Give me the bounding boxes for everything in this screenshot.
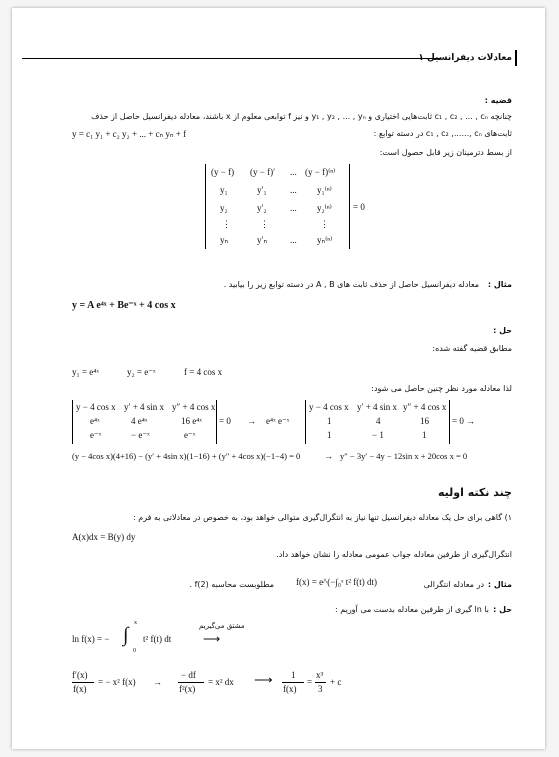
det-cell: y′₁ [257, 185, 267, 195]
header-rule [22, 58, 440, 59]
det-cell: ... [290, 185, 297, 195]
res-eq: = [307, 677, 313, 687]
det2-cell: 1 [422, 430, 427, 440]
notes-item1: ۱) گاهی برای حل یک معادله دیفرانسیل تنها نیاز به انتگرال‌گیری متوالی خواهد بود، به خصوص در معادلاتی به فرم : [133, 513, 512, 522]
solution1-result: y″ − 3y′ − 4y − 12sin x + 20cos x = 0 [340, 451, 468, 461]
theorem-heading: قضیه : [484, 96, 512, 105]
res-num: 1 [291, 670, 296, 680]
det2-cell: 1 [327, 430, 332, 440]
integrate-arrow-icon: ⟶ [254, 672, 273, 687]
det-cell: ⋮ [260, 219, 269, 229]
det1-cell: y − 4 cos x [76, 402, 116, 412]
solution1-y2: y₂ = e⁻ˣ [127, 367, 156, 377]
det2-cell: 16 [420, 416, 429, 426]
df-rhs: = x² dx [208, 677, 234, 687]
int-upper: x [134, 620, 137, 626]
det-cell: (y − f) [211, 167, 235, 177]
det1-cell: e⁴ˣ [90, 416, 100, 426]
long-arrow-icon: ⟶ [203, 632, 221, 646]
det1-cell: y′ + 4 sin x [124, 402, 165, 412]
example2-formula: f(x) = e^(−∫₀ˣ t² f(t) dt) [296, 577, 377, 587]
frac-bar [178, 682, 204, 683]
notes-heading: چند نکته اولیه [437, 486, 512, 499]
arrow-icon: → [153, 677, 162, 687]
res-frac-den: 3 [318, 684, 323, 694]
theorem-formula: y = c₁ y₁ + c₂ y₂ + ... + cₙ yₙ + f [72, 129, 187, 139]
notes-item1-formula: A(x)dx = B(y) dy [72, 532, 136, 542]
example2-text-b: مطلوبست محاسبه f(2) . [189, 580, 274, 589]
solution1-expansion: (y − 4cos x)(4+16) − (y′ + 4sin x)(1−16) + (y″ + 4cos x)(−1−4) = 0 [72, 451, 301, 461]
det-cell: ... [290, 235, 297, 245]
det-cell: y₁ [220, 185, 228, 195]
det-cell: y′₂ [257, 203, 267, 213]
example2-label: مثال : [487, 580, 512, 589]
solution1-label: حل : [493, 326, 512, 335]
solution2-label: حل : [493, 605, 512, 614]
ln-lhs: ln f(x) = − [72, 634, 110, 644]
det-cell: ... [290, 203, 297, 213]
det2-cell: y′ + 4 sin x [357, 402, 398, 412]
det1-cell: e⁻ˣ [184, 430, 196, 440]
det-cell: y′ₙ [257, 235, 268, 245]
det2-cell: 1 [327, 416, 332, 426]
frac-bar [282, 682, 304, 683]
step-frac-den: f(x) [73, 684, 87, 694]
solution1-f: f = 4 cos x [184, 367, 223, 377]
res-frac-num: x³ [316, 670, 324, 680]
det-cell: y₂ [220, 203, 228, 213]
arrow-icon: → [247, 416, 256, 426]
det2-cell: y″ + 4 cos x [403, 402, 447, 412]
det-cell: (y − f)⁽ⁿ⁾ [305, 167, 336, 177]
det-cell: y₁⁽ⁿ⁾ [317, 185, 332, 195]
solution1-y1: y₁ = e⁴ˣ [72, 367, 99, 377]
det1-cell: y″ + 4 cos x [172, 402, 216, 412]
exp-factor: e⁴ˣ e⁻ˣ [266, 416, 290, 426]
df-den: f²(x) [179, 684, 196, 694]
integrand: t² f(t) dt [143, 634, 172, 644]
det-cell: ... [290, 167, 297, 177]
df-num: − df [181, 670, 196, 680]
example1-formula: y = A e⁴ˣ + Be⁻ˣ + 4 cos x [72, 300, 176, 311]
det-cell: y₂⁽ⁿ⁾ [317, 203, 332, 213]
theorem-line1: چنانچه c₁ , c₂ , ... , cₙ ثابت‌هایی اختیاری و y₁ , y₂ , ... , yₙ و نیز f توابعی معلوم از x باشند، معادله دیفرانسیل حاصل از حذف [91, 112, 512, 121]
integral-icon: ∫ [123, 624, 129, 646]
det1-cell: 4 e⁴ˣ [131, 416, 148, 426]
notes-item1-text: انتگرال‌گیری از طرفین معادله جواب عمومی معادله را نشان خواهد داد. [276, 550, 512, 559]
det-cell: ⋮ [222, 219, 231, 229]
det2-cell: 4 [376, 416, 381, 426]
det-equals: = 0 [353, 202, 365, 212]
det-cell: ⋮ [320, 219, 329, 229]
det2-cell: y − 4 cos x [309, 402, 349, 412]
example1-text: معادله دیفرانسیل حاصل از حذف ثابت های A , B در دسته توابع زیر را بیابید . [223, 280, 479, 289]
step-frac-num: f′(x) [72, 670, 88, 680]
solution1-line2: لذا معادله مورد نظر چنین حاصل می شود: [371, 384, 512, 393]
header-title: معادلات دیفرانسیل ۱ [418, 53, 512, 63]
det-cell: yₙ [220, 235, 229, 245]
solution2-text: با ln گیری از طرفین معادله بدست می آوریم : [335, 605, 489, 614]
det1-equals: = 0 [219, 416, 231, 426]
det1-cell: − e⁻ˣ [131, 430, 150, 440]
example1-label: مثال : [487, 280, 512, 289]
det1-cell: 16 e⁴ˣ [181, 416, 202, 426]
det1-cell: e⁻ˣ [90, 430, 102, 440]
det2-equals: = 0 → [452, 416, 476, 426]
example2-text-a: در معادله انتگرالی [423, 580, 484, 589]
res-den: f(x) [283, 684, 297, 694]
int-lower: 0 [133, 648, 136, 654]
step-rhs: = − x² f(x) [98, 677, 136, 687]
derive-label: مشتق می‌گیریم [199, 622, 245, 630]
frac-bar [72, 682, 94, 683]
solution1-line1: مطابق قضیه گفته شده: [432, 344, 512, 353]
det-cell: yₙ⁽ⁿ⁾ [317, 235, 333, 245]
arrow-icon: → [324, 451, 333, 461]
res-c: + c [330, 677, 342, 687]
theorem-line3: از بسط دترمینان زیر قابل حصول است: [379, 148, 512, 157]
det2-cell: − 1 [372, 430, 384, 440]
frac-bar [315, 682, 326, 683]
theorem-line2: ثابت‌های c₁ , c₂ ,......, cₙ در دسته توابع : [373, 129, 512, 138]
det-cell: (y − f)′ [250, 167, 276, 177]
